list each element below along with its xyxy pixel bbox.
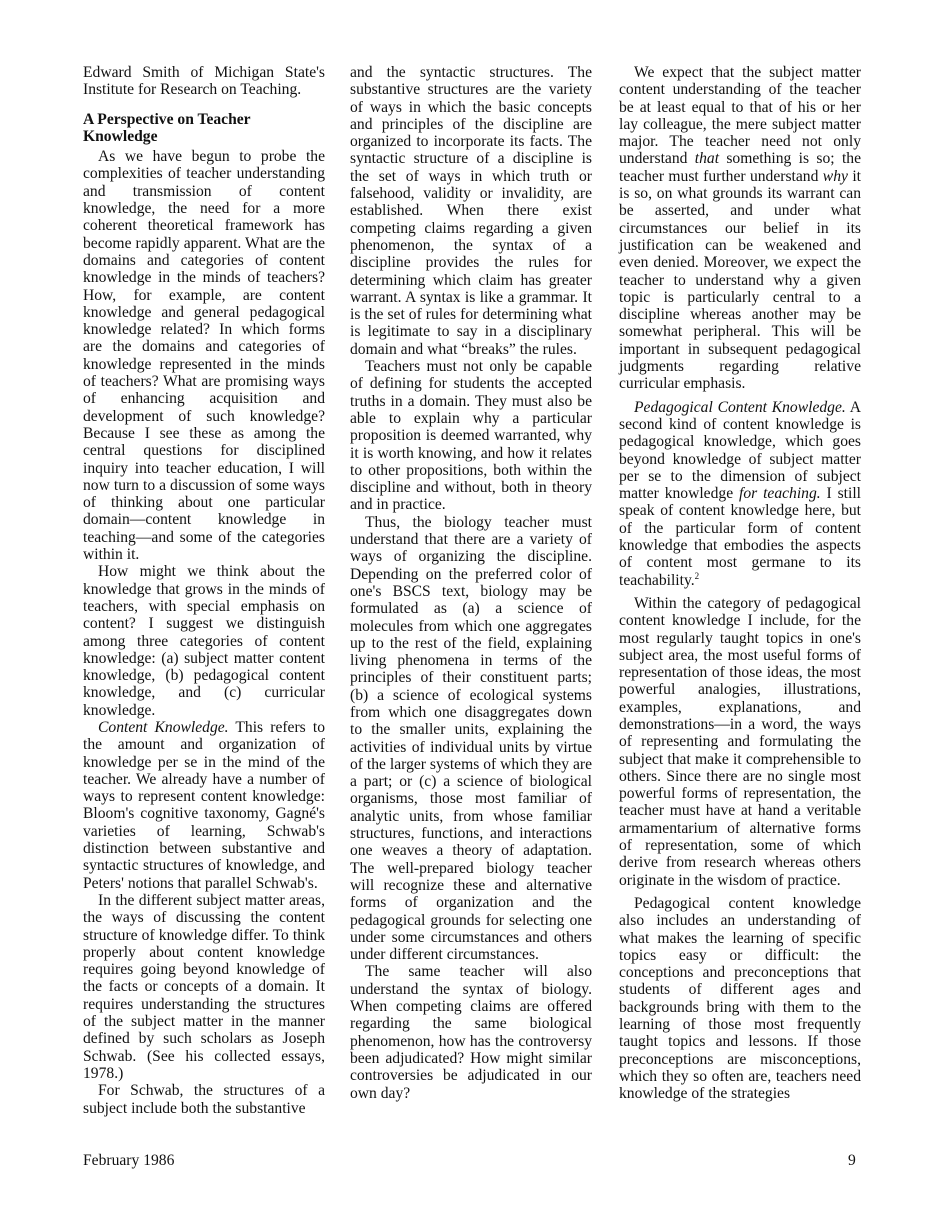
paragraph: In the different subject matter areas, the ways of discussing the content structure of knowledge differ. To think properly about content knowledge requires going beyond knowledge of the facts or concepts of a domain. It requires understanding the structures of the subject matter in the manner defined by such scholars as Joseph Schwab. (See his collected essays, 1978.) <box>83 891 325 1082</box>
paragraph-text: A second kind of content knowledge is pedagogical knowledge, which goes beyond knowledge of subject matter per se to the dimension of subject matter knowledge <box>619 398 861 503</box>
paragraph: Teachers must not only be capable of defining for students the accepted truths in a domain. They must also be able to explain why a particular proposition is deemed warranted, why it is worth knowing, and how it relates to other propositions, both within the discipline and without, both in theory and in practice. <box>350 358 592 514</box>
emphasis: for teaching. <box>739 485 821 503</box>
page-number: 9 <box>848 1152 856 1169</box>
column-middle <box>350 64 592 1102</box>
run-in-heading: Content Knowledge. <box>98 718 229 736</box>
paragraph-text: I still speak of content knowledge here, but of the particular form of content knowledge that embodies the aspects of content most germane to its teachability. <box>619 485 861 589</box>
paragraph: Within the category of pedagogical content knowledge I include, for the most regularly taught topics in one's subject area, the most useful forms of representation of those ideas, the most powerful analogies, illustrations, examples, explanations, and demonstrations—in a word, the ways of representing and formulating the subject that make it comprehensible to others. Since there are no single most powerful forms of representation, the teacher must have at hand a veritable armamentarium of alternative forms of representation, some of which derive from research whereas others originate in the wisdom of practice. <box>619 594 861 889</box>
paragraph-content-knowledge <box>83 719 325 892</box>
run-in-heading: Pedagogical Content Knowledge. <box>634 398 846 416</box>
paragraph: How might we think about the knowledge that grows in the minds of teachers, with special emphasis on content? I suggest we distinguish among three categories of content knowledge: (a) subject matter content knowledge, (b) pedagogical content knowledge, and (c) curricular knowledge. <box>83 563 325 719</box>
footer-date: February 1986 <box>83 1152 175 1169</box>
paragraph <box>619 64 861 393</box>
section-heading: A Perspective on Teacher Knowledge <box>83 110 251 145</box>
paragraph: Pedagogical content knowledge also includes an understanding of what makes the learning of specific topics easy or difficult: the conceptions and preconceptions that students of different ages and backgrounds bring with them to the learning of those most frequently taught topics and lessons. If those preconceptions are misconceptions, which they so often are, teachers need knowledge of the strategies <box>619 894 861 1103</box>
paragraph: As we have begun to probe the complexities of teacher understanding and transmission of content knowledge, the need for a more coherent theoretical framework has become rapidly apparent. What are the domains and categories of content knowledge in the minds of teachers? How, for example, are content knowledge and general pedagogical knowledge related? In which forms are the domains and categories of knowledge represented in the minds of teachers? What are promising ways of enhancing acquisition and development of such knowledge? Because I see these as among the central questions for disciplined inquiry into teacher education, I will now turn to a discussion of some ways of thinking about one particular domain—content knowledge in teaching—and some of the categories within it. <box>83 148 325 564</box>
column-left <box>83 64 325 1117</box>
emphasis: why <box>822 167 848 185</box>
paragraph-affiliation: Edward Smith of Michigan State's Institute for Research on Teaching. <box>83 64 325 99</box>
paragraph: For Schwab, the structures of a subject include both the substantive <box>83 1082 325 1117</box>
footnote-marker: 2 <box>694 570 700 581</box>
paragraph: Thus, the biology teacher must understand that there are a variety of ways of organizing the discipline. Depending on the preferred color of one's BSCS text, biology may be formulated as (a) a science of molecules from which one aggregates up to the rest of the field, explaining living phenomena in terms of the principles of their constituent parts; (b) a science of ecological systems from which one disaggregates down to the smaller units, explaining the activities of individual units by virtue of the larger systems of which they are a part; or (c) a science of biological organisms, those most familiar of analytic units, from whose familiar structures, functions, and interactions one weaves a theory of adaptation. The well-prepared biology teacher will recognize these and alternative forms of organization and the pedagogical grounds for selecting one under some circumstances and others under different circumstances. <box>350 513 592 964</box>
column-right <box>619 64 861 1103</box>
paragraph-pedagogical-content-knowledge <box>619 399 861 589</box>
emphasis: that <box>694 150 720 168</box>
paragraph: and the syntactic structures. The substantive structures are the variety of ways in which the basic concepts and principles of the discipline are organized to incorporate its facts. The syntactic structure of a discipline is the set of ways in which truth or falsehood, validity or invalidity, are established. When there exist competing claims regarding a given phenomenon, the syntax of a discipline provides the rules for determining which claim has greater warrant. A syntax is like a grammar. It is the set of rules for determining what is legitimate to say in a disciplinary domain and what “breaks” the rules. <box>350 64 592 358</box>
paragraph-text: it is so, on what grounds its warrant can be asserted, and under what circumstances our belief in its justification can be weakened and even denied. Moreover, we expect the teacher to understand why a given topic is particularly central to a discipline whereas another may be somewhat peripheral. This will be important in subsequent pedagogical judgments regarding relative curricular emphasis. <box>619 167 861 393</box>
paragraph-text: This refers to the amount and organization of knowledge per se in the mind of the teacher. We already have a number of ways to represent content knowledge: Bloom's cognitive taxonomy, Gagné's varieties of learning, Schwab's distinction between substantive and syntactic structures of knowledge, and Peters' notions that parallel Schwab's. <box>83 718 325 892</box>
paragraph: The same teacher will also understand the syntax of biology. When competing claims are offered regarding the same biological phenomenon, how has the controversy been adjudicated? How might similar controversies be adjudicated in our own day? <box>350 963 592 1102</box>
paragraph-text: We expect that the subject matter content understanding of the teacher be at least equal to that of his or her lay colleague, the mere subject matter major. The teacher need not only understand <box>619 64 861 168</box>
paragraph-text: something is so; the teacher must further understand <box>619 150 861 185</box>
